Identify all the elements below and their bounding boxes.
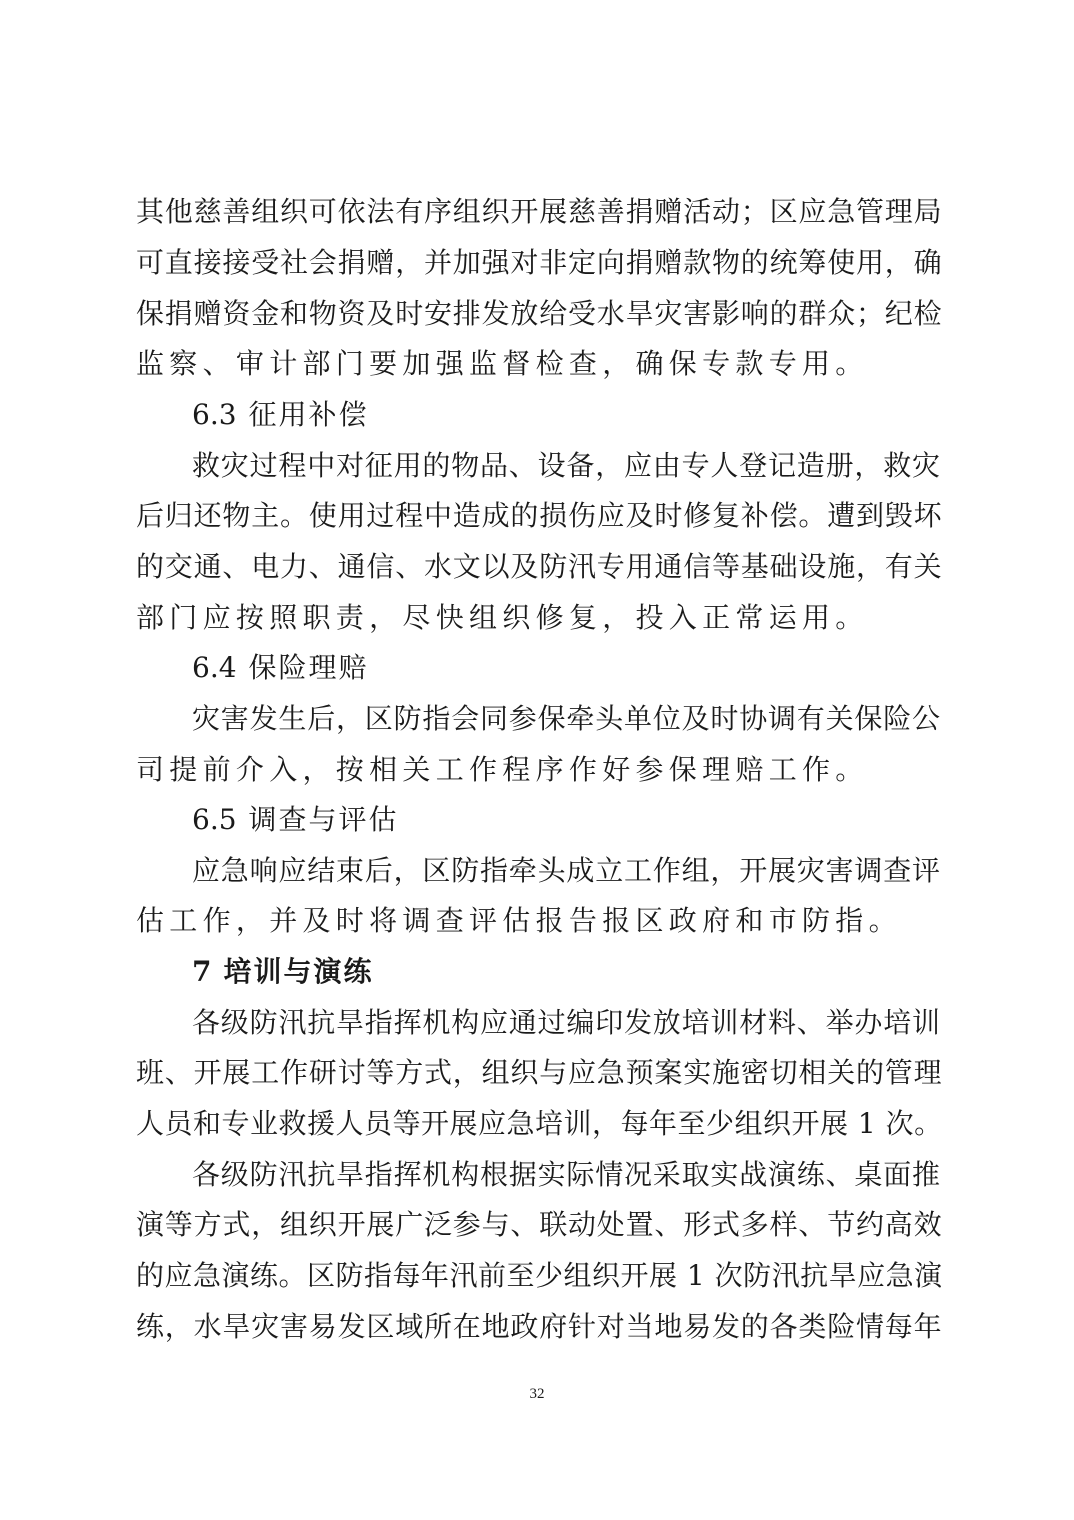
section-number: 6.4 bbox=[192, 651, 237, 684]
body-text-line: 的应急演练。区防指每年汛前至少组织开展 1 次防汛抗旱应急演 bbox=[136, 1259, 943, 1292]
section-number: 6.3 bbox=[192, 398, 237, 431]
body-text-line: 救灾过程中对征用的物品、设备，应由专人登记造册，救灾 bbox=[192, 449, 941, 482]
body-text-line: 后归还物主。使用过程中造成的损伤应及时修复补偿。遭到毁坏 bbox=[136, 499, 943, 532]
section-heading-6-5 bbox=[192, 794, 399, 845]
body-text-line: 各级防汛抗旱指挥机构应通过编印发放培训材料、举办培训 bbox=[192, 1006, 941, 1039]
section-heading-6-3 bbox=[192, 389, 369, 440]
section-number: 6.5 bbox=[192, 803, 237, 836]
body-text-line: 估工作，并及时将调查评估报告报区政府和市防指。 bbox=[136, 904, 902, 937]
body-text-line: 保捐赠资金和物资及时安排发放给受水旱灾害影响的群众；纪检 bbox=[136, 297, 943, 330]
section-heading-6-4 bbox=[192, 642, 369, 693]
body-text-line: 部门应按照职责，尽快组织修复，投入正常运用。 bbox=[136, 601, 869, 634]
body-text-line: 各级防汛抗旱指挥机构根据实际情况采取实战演练、桌面推 bbox=[192, 1158, 941, 1191]
body-text-line: 班、开展工作研讨等方式，组织与应急预案实施密切相关的管理 bbox=[136, 1056, 943, 1089]
section-title: 调查与评估 bbox=[248, 803, 399, 836]
body-text-line: 的交通、电力、通信、水文以及防汛专用通信等基础设施，有关 bbox=[136, 550, 943, 583]
section-title: 征用补偿 bbox=[248, 398, 369, 431]
body-text-line: 司提前介入，按相关工作程序作好参保理赔工作。 bbox=[136, 753, 869, 786]
body-text-line: 人员和专业救援人员等开展应急培训，每年至少组织开展 1 次。 bbox=[136, 1107, 943, 1140]
page-number: 32 bbox=[529, 1386, 545, 1402]
body-text-line: 可直接接受社会捐赠，并加强对非定向捐赠款物的统筹使用，确 bbox=[136, 246, 943, 279]
body-text-line: 灾害发生后，区防指会同参保牵头单位及时协调有关保险公 bbox=[192, 702, 941, 735]
section-title: 保险理赔 bbox=[248, 651, 369, 684]
section-title: 培训与演练 bbox=[223, 955, 374, 988]
body-text-line: 其他慈善组织可依法有序组织开展慈善捐赠活动；区应急管理局 bbox=[136, 195, 943, 228]
section-number: 7 bbox=[192, 955, 212, 988]
body-text-line: 应急响应结束后，区防指牵头成立工作组，开展灾害调查评 bbox=[192, 854, 941, 887]
body-text-line: 演等方式，组织开展广泛参与、联动处置、形式多样、节约高效 bbox=[136, 1208, 943, 1241]
body-text-line: 练，水旱灾害易发区域所在地政府针对当地易发的各类险情每年 bbox=[136, 1310, 943, 1343]
body-text-line: 监察、审计部门要加强监督检查，确保专款专用。 bbox=[136, 347, 869, 380]
section-heading-7 bbox=[192, 946, 374, 997]
